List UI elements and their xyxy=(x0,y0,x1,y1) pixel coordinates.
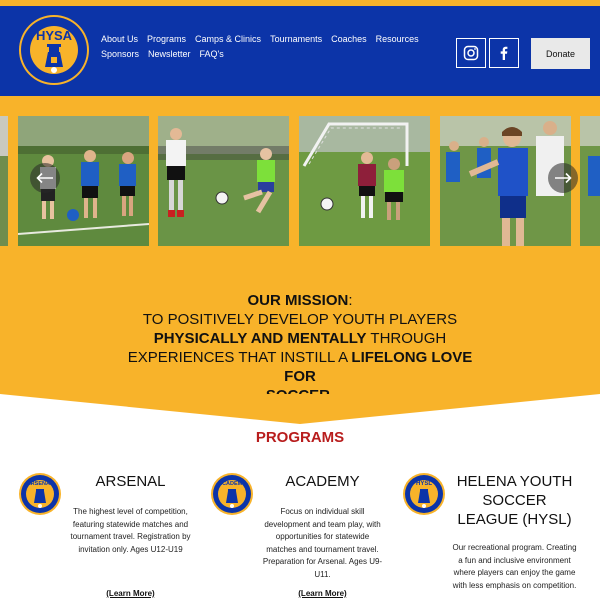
mission-text: OUR MISSION: TO POSITIVELY DEVELOP YOUTH PLAYERS PHYSICALLY AND MENTALLY THROUGH EXPERIENCES THAT INSTILL A LIFELONG LOVE FOR xyxy=(127,292,473,385)
mission-heading: OUR MISSION xyxy=(247,292,349,309)
program-description: Focus on individual skill development and team play, with opportunities for statewide matches and tournament travel. Preparation for Arsenal. Ages U9-U11. xyxy=(262,507,383,579)
photo-carousel xyxy=(0,96,600,246)
facebook-button[interactable] xyxy=(489,38,519,68)
nav-newsletter[interactable]: Newsletter xyxy=(148,49,191,59)
mission-statement xyxy=(0,246,600,394)
section-divider-chevron xyxy=(0,394,600,424)
program-title: HELENA YOUTH SOCCER LEAGUE (HYSL) xyxy=(456,473,573,528)
arrow-left-icon xyxy=(36,172,54,184)
hysa-logo[interactable] xyxy=(18,13,90,87)
nav-programs[interactable]: Programs xyxy=(147,34,187,44)
carousel-next-button[interactable] xyxy=(548,163,578,193)
program-description: Our recreational program. Creating a fun and inclusive environment where players can enjoy the game with less emphasis on competition. xyxy=(452,543,577,590)
main-nav xyxy=(101,34,441,60)
site-header xyxy=(0,6,600,96)
donate-button[interactable]: Donate xyxy=(531,38,590,69)
program-title: ACADEMY xyxy=(285,473,360,490)
learn-more-link[interactable]: (Learn More) xyxy=(106,589,155,598)
svg-text:ACADEMY: ACADEMY xyxy=(218,481,246,487)
carousel-photo xyxy=(158,116,289,246)
instagram-button[interactable] xyxy=(456,38,486,68)
academy-logo xyxy=(210,472,254,516)
program-title: ARSENAL xyxy=(95,473,166,490)
hysl-logo xyxy=(402,472,446,516)
svg-text:ARSENAL: ARSENAL xyxy=(26,481,54,487)
facebook-icon xyxy=(496,45,512,61)
svg-text:HYSL: HYSL xyxy=(415,481,433,487)
carousel-photo-partial-right xyxy=(580,116,600,246)
programs-heading: PROGRAMS xyxy=(255,429,345,446)
nav-tournaments[interactable]: Tournaments xyxy=(270,34,323,44)
carousel-photo-partial-left xyxy=(0,116,8,246)
carousel-prev-button[interactable] xyxy=(30,163,60,193)
arrow-right-icon xyxy=(554,172,572,184)
nav-about-us[interactable]: About Us xyxy=(101,34,139,44)
program-description: The highest level of competition, featuring statewide matches and tournament travel. Registration by invitation only. Ages U12-U19 xyxy=(70,507,191,554)
carousel-photo xyxy=(299,116,430,246)
learn-more-link[interactable]: (Learn More) xyxy=(298,589,347,598)
nav-resources[interactable]: Resources xyxy=(375,34,419,44)
nav-faqs[interactable]: FAQ's xyxy=(199,49,224,59)
nav-sponsors[interactable]: Sponsors xyxy=(101,49,140,59)
instagram-icon xyxy=(463,45,479,61)
logo-text: HYSA xyxy=(35,28,73,43)
nav-coaches[interactable]: Coaches xyxy=(331,34,367,44)
arsenal-logo xyxy=(18,472,62,516)
nav-camps-clinics[interactable]: Camps & Clinics xyxy=(195,34,262,44)
